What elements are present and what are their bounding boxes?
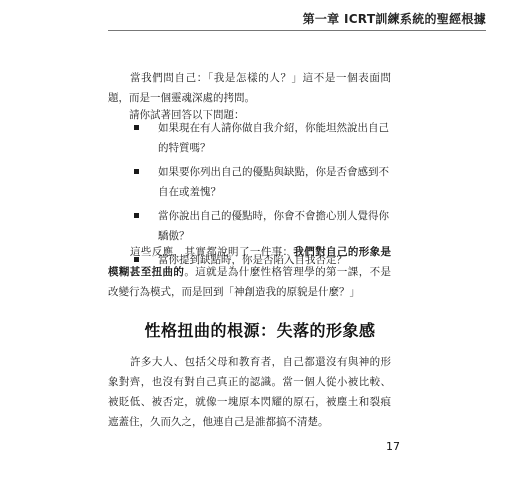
question-item (130, 118, 392, 158)
section-paragraph: 許多大人、包括父母和教育者，自己都還沒有與神的形象對齊，也沒有對自己真正的認識。當一個人從小被比較、被貶低、被否定，就像一塊原本閃耀的原石，被塵土和裂痕遮蓋住，久而久之，他連自己是誰都搞不清楚。 (108, 356, 391, 428)
question-text: 當你說出自己的優點時，你會不會擔心別人覺得你驕傲？ (158, 210, 389, 242)
section-heading: 性格扭曲的根源：失落的形象感 (144, 321, 376, 340)
question-text: 如果要你列出自己的優點與缺點，你是否會感到不自在或羞愧？ (158, 166, 389, 198)
reflection-paragraph (108, 242, 391, 302)
question-item (130, 162, 392, 202)
page-number: 17 (386, 440, 400, 453)
running-header: 第一章 ICRT訓練系統的聖經根據 (302, 12, 486, 26)
reflection-lead: 這些反應，其實都說明了一件事： (130, 246, 294, 258)
reflection-emphasis: 我們對自己的形象是模糊甚至扭曲的 (108, 246, 392, 278)
question-prompt: 請你試著回答以下問題： (129, 109, 245, 121)
reflection-tail: 。這就是為什麼性格管理學的第一課，不是改變行為模式，而是回到「神創造我的原貌是什麼？」 (108, 266, 392, 298)
square-bullet-icon (134, 169, 139, 174)
question-item (130, 206, 392, 246)
question-text: 當你提到缺點時，你是否陷入自我否定？ (158, 254, 347, 266)
intro-paragraph (108, 68, 391, 108)
question-text: 如果現在有人請你做自我介紹，你能坦然說出自己的特質嗎？ (158, 122, 389, 154)
header-rule (108, 30, 486, 31)
square-bullet-icon (134, 125, 139, 130)
intro-paragraph-text: 當我們問自己：「我是怎樣的人？」這不是一個表面問題，而是一個靈魂深處的拷問。 (108, 72, 391, 104)
square-bullet-icon (134, 213, 139, 218)
